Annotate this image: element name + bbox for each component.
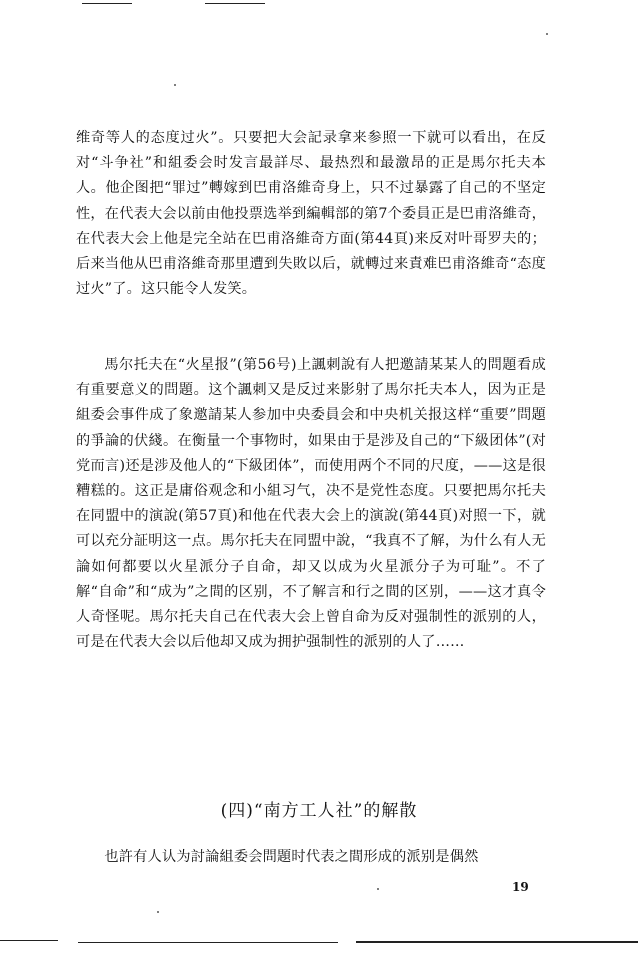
scan-speck (377, 888, 379, 890)
top-rule-left (82, 3, 132, 4)
body-paragraph: 也許有人认为討論組委会問題时代表之間形成的派别是偶然 (104, 849, 479, 865)
section-heading: (四)“南方工人社”的解散 (220, 801, 418, 821)
bottom-rule-left (0, 940, 58, 941)
scan-speck (174, 84, 176, 86)
body-paragraph: 维奇等人的态度过火”。只要把大会記录拿来参照一下就可以看出，在反对“斗争社”和組委会时发言最詳尽、最热烈和最激昂的正是馬尔托夫本人。他企图把“罪过”轉嫁到巴甫洛維奇身上，只不过暴露了自己的不坚定性，在代表大会以前由他投票选举到編輯部的第7个委員正是巴甫洛維奇，在代表大会上他是完全站在巴甫洛維奇方面(第44頁)来反对叶哥罗夫的；后来当他从巴甫洛維奇那里遭到失敗以后，就轉过来責难巴甫洛維奇“态度过火”了。这只能令人发笑。 (76, 130, 546, 298)
page-number: 19 (512, 880, 529, 894)
top-rule-right (205, 3, 265, 4)
body-paragraph: 馬尔托夫在“火星报”(第56号)上諷刺說有人把邀請某某人的問題看成有重要意义的問題。这个諷刺又是反过来影射了馬尔托夫本人，因为正是組委会事件成了象邀請某人参加中央委員会和中央机关报这样“重要”問題的爭論的伏綫。在衡量一个事物时，如果由于是涉及自己的“下級团体”(对党而言)还是涉及他人的“下級团体”，而使用两个不同的尺度，——这是很糟糕的。这正是庸俗观念和小組习气，决不是党性态度。只要把馬尔托夫在同盟中的演說(第57頁)和他在代表大会上的演說(第44頁)对照一下，就可以充分証明这一点。馬尔托夫在同盟中說，“我真不了解，为什么有人无論如何都要以火星派分子自命，却又以成为火星派分子为可耻”。不了解“自命”和“成为”之間的区别，不了解言和行之間的区别，——这才真令人奇怪呢。馬尔托夫自己在代表大会上曾自命为反对强制性的派别的人，可是在代表大会以后他却又成为拥护强制性的派别的人了…… (76, 357, 546, 651)
bottom-rule-right (356, 941, 638, 943)
scan-speck (157, 911, 159, 913)
bottom-rule-mid (78, 942, 338, 943)
scan-speck (546, 33, 548, 35)
